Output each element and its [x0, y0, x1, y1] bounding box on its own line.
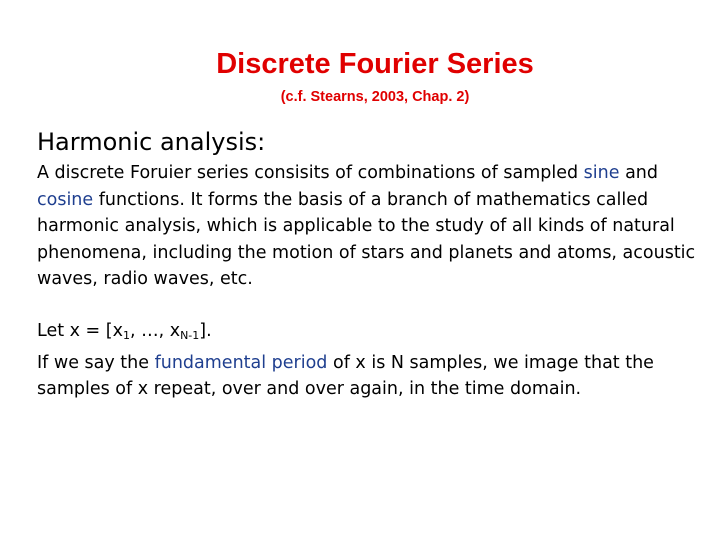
let-end: ]. [199, 321, 212, 341]
slide-subtitle: (c.f. Stearns, 2003, Chap. 2) [280, 89, 470, 105]
subscript-1: 1 [122, 329, 130, 342]
harmonic-analysis-paragraph [37, 160, 717, 293]
period-text [37, 350, 717, 403]
para2-text-2: of x is N samples, we image that the samples of x repeat, over and over again, in the time domain. [37, 352, 654, 399]
para2-text-1: If we say the [37, 352, 155, 373]
para1-text-1: A discrete Foruier series consisits of combinations of sampled [37, 163, 584, 183]
section-heading: Harmonic analysis: [37, 128, 266, 156]
let-prefix: Let x = [x [37, 321, 123, 341]
fundamental-period-paragraph [37, 318, 717, 403]
subscript-n-1: N-1 [180, 329, 200, 342]
let-mid: , …, x [129, 321, 181, 341]
cosine-term: cosine [37, 189, 94, 210]
definition-line [37, 318, 717, 350]
para1-text-3: functions. It forms the basis of a branch of mathematics called harmonic analysis, which is applicable to the study of all kinds of natural phenomena, including the motion of stars and planets and atoms, acoustic waves, radio waves, etc. [37, 189, 696, 289]
sine-term: sine [583, 163, 620, 183]
slide-title: Discrete Fourier Series [216, 48, 534, 80]
fundamental-period-term: fundamental period [154, 352, 328, 373]
para1-text-2: and [619, 163, 659, 183]
